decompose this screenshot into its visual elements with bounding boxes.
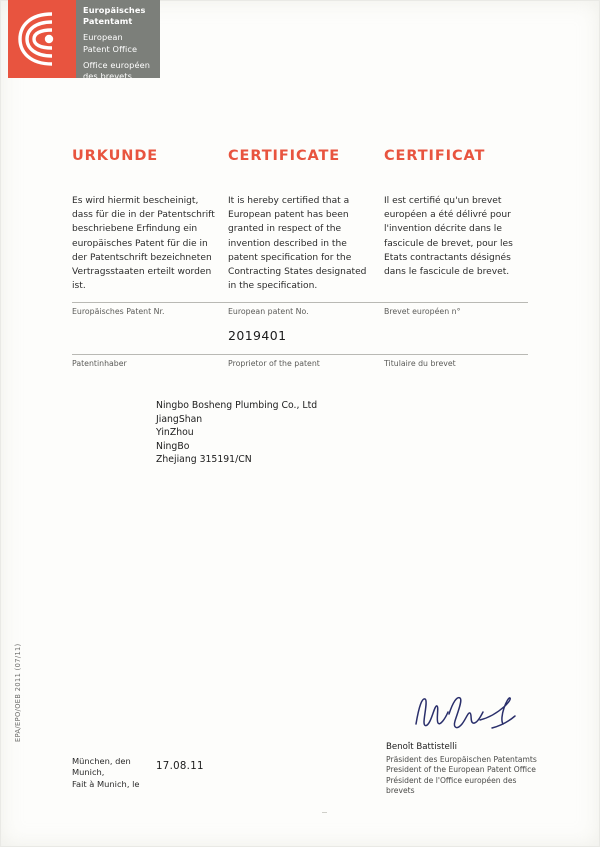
column-french	[384, 148, 528, 279]
fold-mark	[322, 812, 327, 813]
logo-line-en-1: European	[83, 32, 123, 43]
epo-logo-text	[76, 0, 160, 82]
proprietor-label-en: Proprietor of the patent	[228, 359, 320, 368]
place-line-en: Munich,	[72, 767, 105, 778]
place-block	[72, 756, 140, 790]
column-title-english: CERTIFICATE	[228, 148, 341, 164]
column-body-german: Es wird hiermit bescheinigt, dass für die in der Patentschrift beschriebene Erfindung ein europäisches Patent für die in der Patentschrift bezeichneten Vertragsstaaten erteilt worden ist.	[72, 196, 215, 292]
column-english	[228, 148, 372, 293]
president-title-fr: Président de l'Office européen des brevets	[386, 775, 517, 796]
patent-number-value: 2019401	[228, 328, 287, 343]
logo-line-en-2: Patent Office	[83, 43, 138, 54]
logo-text-de	[83, 5, 154, 27]
patent-number-labels	[72, 307, 528, 321]
column-title-french: CERTIFICAT	[384, 148, 486, 164]
proprietor-line: YinZhou	[156, 427, 194, 439]
form-code: EPA/EPO/OEB 2011 (07/11)	[14, 643, 22, 742]
column-title-german: URKUNDE	[72, 148, 159, 164]
place-line-fr: Fait à Munich, le	[72, 778, 140, 789]
proprietor-label-fr: Titulaire du brevet	[384, 359, 456, 368]
proprietor-line: Zhejiang 315191/CN	[156, 454, 252, 466]
president-name: Benoît Battistelli	[386, 742, 457, 752]
proprietor-line: JiangShan	[156, 413, 203, 425]
field-rule	[72, 354, 528, 355]
column-body-english: It is hereby certified that a European patent has been granted in respect of the invention described in the patent specification for the Contracting States designated in the specification.	[228, 196, 367, 292]
epo-spiral-logo-icon	[8, 0, 76, 78]
logo-line-fr-2: des brevets	[83, 71, 132, 82]
logo-line-de-2: Patentamt	[83, 16, 133, 27]
patent-number-field	[72, 302, 528, 321]
patent-number-label-de: Europäisches Patent Nr.	[72, 307, 165, 316]
place-line-de: München, den	[72, 756, 131, 766]
epo-logo-block	[8, 0, 160, 82]
proprietor-label-de: Patentinhaber	[72, 359, 127, 368]
proprietor-line: Ningbo Bosheng Plumbing Co., Ltd	[156, 400, 318, 411]
proprietor-labels	[72, 359, 528, 373]
patent-number-label-fr: Brevet européen n°	[384, 307, 461, 316]
issue-date: 17.08.11	[156, 761, 204, 772]
patent-number-label-en: European patent No.	[228, 307, 309, 316]
president-title-en: President of the European Patent Office	[386, 765, 536, 775]
column-german	[72, 148, 216, 293]
proprietor-address	[156, 399, 317, 467]
column-body-french: Il est certifié qu'un brevet européen a été délivré pour l'invention décrite dans le fascicule de brevet, pour les Etats contractants désignés dans le fascicule de brevet.	[384, 196, 513, 278]
logo-line-fr-1: Office européen	[83, 59, 151, 70]
logo-line-de-1: Europäisches	[83, 5, 146, 15]
proprietor-line: NingBo	[156, 440, 190, 452]
field-rule	[72, 302, 528, 303]
signature-block	[386, 742, 546, 797]
handwritten-signature-icon	[410, 690, 520, 736]
logo-text-fr	[83, 60, 154, 82]
proprietor-field	[72, 354, 528, 373]
logo-text-en	[83, 32, 154, 54]
president-title-de: Präsident des Europäischen Patentamts	[386, 755, 537, 764]
